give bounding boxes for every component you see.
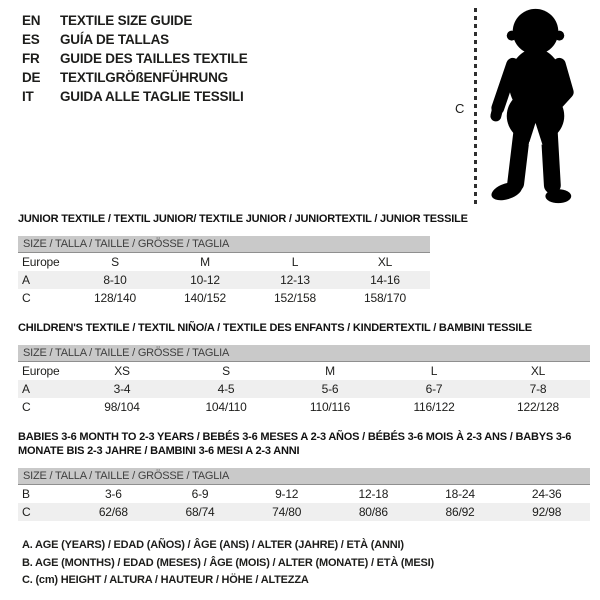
height-cell: 122/128 [517,400,559,414]
age-cell: 12-13 [280,273,310,287]
age-cell: 7-8 [529,382,547,396]
lang-row-it [22,87,248,106]
junior-size-table [18,236,430,307]
age-cell: 3-4 [113,382,131,396]
height-cell: 128/140 [94,291,136,305]
section-childrens-textile [18,321,590,416]
row-label: A [22,382,30,396]
lang-title: TEXTILGRÖßENFÜHRUNG [60,70,228,85]
size-cell: XS [114,364,130,378]
age-cell: 3-6 [104,487,122,501]
lang-row-es [22,30,248,49]
table-row [18,398,590,416]
size-cell: M [325,364,335,378]
height-cell: 116/122 [413,400,455,414]
age-cell: 18-24 [445,487,475,501]
lang-code: DE [22,70,41,85]
height-cell: 158/170 [364,291,406,305]
lang-title: GUIDE DES TAILLES TEXTILE [60,51,248,66]
age-cell: 5-6 [321,382,339,396]
section-junior-textile [18,212,590,307]
lang-code: FR [22,51,40,66]
size-cell: L [430,364,438,378]
height-cell: 152/158 [274,291,316,305]
row-label: Europe [22,255,60,269]
row-label: C [22,505,31,519]
lang-code: EN [22,13,41,28]
table-row [18,289,430,307]
age-cell: 24-36 [531,487,562,501]
height-measure-label: C [455,101,465,116]
toddler-silhouette-icon [479,4,593,210]
note-age-years: A. AGE (YEARS) / EDAD (AÑOS) / ÂGE (ANS) / ALTER (JAHRE) / ETÀ (ANNI) [22,539,404,551]
language-title-list [22,11,248,106]
lang-row-en [22,11,248,30]
height-cell: 110/116 [309,400,351,414]
size-cell: XL [530,364,546,378]
age-cell: 14-16 [370,273,400,287]
age-cell: 6-7 [425,382,443,396]
height-cell: 140/152 [184,291,226,305]
table-row [18,271,430,289]
children-size-table [18,345,590,416]
legend-notes [22,537,434,590]
size-cell: XL [377,255,393,269]
size-header-bar: SIZE / TALLA / TAILLE / GRÖSSE / TAGLIA [18,468,590,485]
size-cell: L [291,255,299,269]
height-cell: 98/104 [104,400,140,414]
section-title: CHILDREN'S TEXTILE / TEXTIL NIÑO/A / TEXTILE DES ENFANTS / KINDERTEXTIL / BAMBINI TESSILE [18,322,532,334]
age-cell: 4-5 [217,382,235,396]
size-cell: M [200,255,210,269]
size-header-bar: SIZE / TALLA / TAILLE / GRÖSSE / TAGLIA [18,236,430,253]
height-cell: 68/74 [185,505,215,519]
height-cell: 74/80 [272,505,302,519]
size-tables [18,212,590,535]
lang-row-de [22,68,248,87]
lang-title: GUÍA DE TALLAS [60,32,169,47]
lang-title: GUIDA ALLE TAGLIE TESSILI [60,89,244,104]
row-label: C [22,291,31,305]
section-title: BABIES 3-6 MONTH TO 2-3 YEARS / BEBÉS 3-6 MESES A 2-3 AÑOS / BÉBÉS 3-6 MOIS À 2-3 ANS / BABYS 3-6 MONATE BIS 2-3 JAHRE / BAMBINI 3-6 MESI A 2-3 ANNI [18,431,572,457]
section-babies-textile [18,430,590,521]
height-cell: 86/92 [445,505,475,519]
babies-size-table [18,468,590,521]
table-row [18,253,430,271]
age-cell: 12-18 [358,487,389,501]
lang-code: IT [22,89,34,104]
lang-title: TEXTILE SIZE GUIDE [60,13,193,28]
table-row [18,362,590,380]
height-cell: 80/86 [358,505,388,519]
row-label: B [22,487,30,501]
table-row [18,380,590,398]
row-label: A [22,273,30,287]
note-height-cm: C. (cm) HEIGHT / ALTURA / HAUTEUR / HÖHE / ALTEZZA [22,574,309,586]
table-row [18,485,590,503]
age-cell: 9-12 [275,487,299,501]
age-cell: 10-12 [190,273,220,287]
size-header-bar: SIZE / TALLA / TAILLE / GRÖSSE / TAGLIA [18,345,590,362]
height-cell: 62/68 [98,505,128,519]
age-cell: 6-9 [191,487,209,501]
age-cell: 8-10 [103,273,127,287]
size-cell: S [222,364,230,378]
note-age-months: B. AGE (MONTHS) / EDAD (MESES) / ÂGE (MOIS) / ALTER (MONATE) / ETÀ (MESI) [22,556,434,569]
row-label: C [22,400,31,414]
section-title: JUNIOR TEXTILE / TEXTIL JUNIOR/ TEXTILE JUNIOR / JUNIORTEXTIL / JUNIOR TESSILE [18,213,468,225]
table-row [18,503,590,521]
size-cell: S [111,255,119,269]
row-label: Europe [22,364,60,378]
height-measure-line-icon [474,8,477,205]
lang-code: ES [22,32,40,47]
height-cell: 104/110 [205,400,247,414]
height-cell: 92/98 [532,505,562,519]
lang-row-fr [22,49,248,68]
